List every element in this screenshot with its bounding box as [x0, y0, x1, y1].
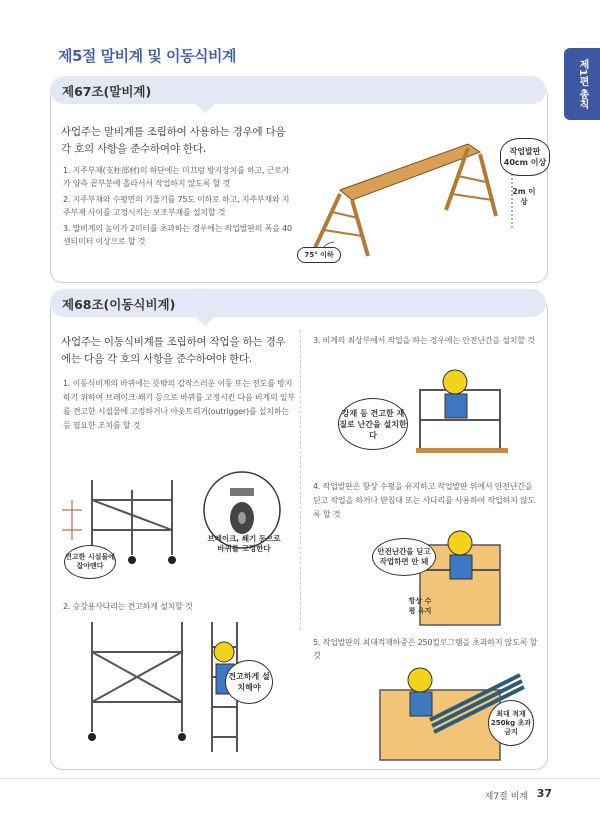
- page-number: 37: [536, 787, 552, 800]
- article-68-intro: 사업주는 이동식비계를 조립하여 작업을 하는 경우에는 다음 각 호의 사항을 준수하여야 한다.: [61, 336, 286, 365]
- angle-note: 75° 이하: [297, 247, 341, 263]
- max-load-bubble: 최대 적재 250kg 초과 금지: [488, 700, 534, 746]
- footer-divider: [0, 778, 600, 779]
- article-68-item-2: 2. 승강용사다리는 견고하게 설치할 것: [63, 602, 193, 611]
- level-note: 항상 수평 유지: [408, 597, 432, 615]
- header-pointer: [194, 103, 216, 113]
- width-note: 작업발판 40cm 이상: [500, 138, 550, 176]
- column-divider: [300, 330, 302, 630]
- no-climb-rail-bubble: 안전난간을 딛고 작업하면 안 돼: [372, 538, 436, 576]
- article-67-item-3: 3. 말비계의 높이가 2미터를 초과하는 경우에는 작업발판의 폭을 40센티미터 이상으로 할 것: [63, 224, 292, 246]
- article-68-item-4: 4. 작업발판은 항상 수평을 유지하고 작업발판 위에서 안전난간을 딛고 작업을 하거나 받침대 또는 사다리를 사용하여 작업하지 않도록 할 것: [313, 482, 535, 519]
- article-68-item-1: 1. 이동식비계의 바퀴에는 뜻밖의 갑작스러운 이동 또는 전도를 방지하기 위하여 브레이크·쐐기 등으로 바퀴를 고정시킨 다음 비계의 일부를 견고한 시설물에 고정하거나 아웃트리거(outrigger)를 설치하는 등 필요한 조치를 할 것: [63, 379, 295, 430]
- article-67-heading: 제67조(말비계): [62, 84, 152, 99]
- article-68-header: [50, 289, 546, 317]
- article-67-intro: 사업주는 말비계를 조립하여 사용하는 경우에 다음 각 호의 사항을 준수하여야 한다.: [61, 126, 286, 155]
- fix-structure-bubble: 견고한 시설물에 잡아맨다: [64, 545, 116, 579]
- footer-section-label: 제7절 비계: [484, 792, 528, 802]
- section-title: 제5절 말비계 및 이동식비계: [58, 47, 236, 65]
- ladder-sturdy-bubble: 견고하게 설치해야: [225, 660, 273, 704]
- wheel-brake-note: 브레이크, 쐐기 등으로 바퀴를 고정한다: [207, 534, 281, 553]
- height-note: 2m 이상: [512, 187, 536, 206]
- guardrail-material-bubble: 강재 등 견고한 재질로 난간을 설치한다: [338, 398, 408, 450]
- header-pointer: [194, 316, 216, 326]
- article-67-item-2: 2. 지주부재와 수평면의 기울기를 75도 이하로 하고, 지주부재와 지주부재 사이를 고정시키는 보조부재를 설치할 것: [63, 195, 290, 217]
- article-68-item-3: 3. 비계의 최상부에서 작업을 하는 경우에는 안전난간을 설치할 것: [313, 336, 535, 345]
- chapter-side-tab[interactable]: 제1편 총칙: [564, 48, 600, 120]
- article-68-heading: 제68조(이동식비계): [62, 297, 176, 312]
- article-68-item-5: 5. 작업발판의 최대적재하중은 250킬로그램을 초과하지 않도록 할 것: [313, 638, 538, 660]
- article-67-header: [50, 76, 546, 104]
- article-67-item-1: 1. 지주부재(支柱部材)의 하단에는 미끄럼 방지장치를 하고, 근로자가 양측 끝부분에 올라서서 작업하지 않도록 할 것: [63, 166, 290, 188]
